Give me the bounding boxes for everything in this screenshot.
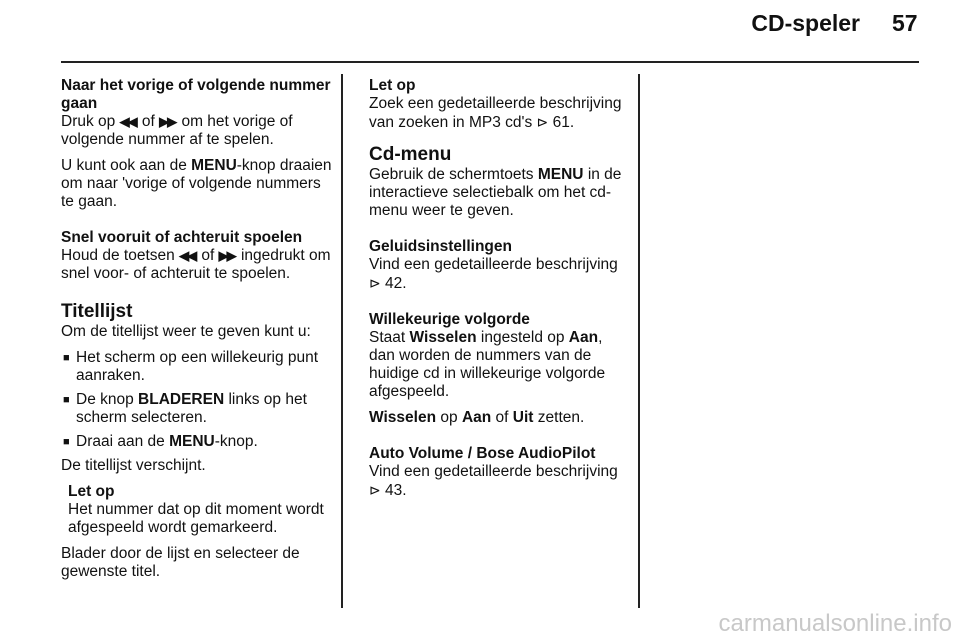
- paragraph-titellijst: Om de titellijst weer te geven kunt u:: [61, 323, 311, 340]
- text: Het scherm op een willekeurig punt aanraken.: [76, 349, 319, 384]
- text: in de interactieve selectiebalk om het cd-menu weer te geven.: [369, 166, 622, 219]
- text: of: [141, 113, 155, 130]
- heading-fast-forward: Snel vooruit of achteruit spoelen: [61, 229, 303, 246]
- note-title: Let op: [369, 77, 416, 94]
- square-bullet-icon: ■: [63, 394, 70, 406]
- note-mp3-search: [369, 77, 631, 132]
- text: Druk op: [61, 113, 116, 130]
- header-rule: [61, 61, 919, 63]
- text: Staat: [369, 329, 406, 346]
- section-title: CD-speler: [751, 10, 860, 36]
- page-reference-arrow-icon: ⊳: [369, 275, 381, 291]
- aan-label: Aan: [568, 329, 599, 346]
- page-number: 57: [892, 10, 918, 36]
- paragraph-prev-next: [61, 113, 333, 149]
- text: ingedrukt om snel voor- of achteruit te spoelen.: [61, 247, 331, 282]
- text: Gebruik de schermtoets: [369, 166, 534, 183]
- column-divider-left: [341, 74, 343, 608]
- text: of: [201, 247, 215, 264]
- list-item: [61, 433, 333, 451]
- watermark: carmanualsonline.info: [718, 610, 952, 637]
- paragraph-auto-volume: [369, 463, 631, 500]
- paragraph-list-appears: De titellijst verschijnt.: [61, 457, 206, 474]
- paragraph-menu-knob: [61, 157, 333, 211]
- text: , dan worden de nummers van de huidige cd in willekeurige volgorde afgespeeld.: [369, 329, 606, 400]
- text: Houd de toetsen: [61, 247, 175, 264]
- text: De knop: [76, 391, 134, 408]
- page-ref: 43.: [385, 482, 407, 499]
- note-title: Let op: [68, 483, 115, 500]
- paragraph-fast-forward: [61, 247, 333, 283]
- note-text: Het nummer dat op dit moment wordt afgespeeld wordt gemarkeerd.: [68, 501, 324, 536]
- paragraph-cd-menu: [369, 166, 631, 220]
- aan-label: Aan: [461, 409, 492, 426]
- text: links op het scherm selecteren.: [76, 391, 307, 426]
- text: -knop draaien om naar 'vorige of volgende nummers te gaan.: [61, 157, 332, 210]
- page-ref: 42.: [385, 275, 407, 292]
- wisselen-label: Wisselen: [409, 329, 477, 346]
- skip-forward-icon: ▶▶: [159, 114, 176, 129]
- uit-label: Uit: [512, 409, 534, 426]
- heading-cd-menu: Cd-menu: [369, 144, 452, 165]
- skip-back-icon: ◀◀: [179, 248, 196, 263]
- text: Vind een gedetailleerde beschrijving: [369, 256, 618, 273]
- titellijst-options-list: [61, 349, 333, 451]
- text: om het vorige of volgende nummer af te spelen.: [61, 113, 293, 148]
- left-column: [61, 77, 333, 589]
- skip-back-icon: ◀◀: [119, 114, 136, 129]
- page-ref: 61.: [552, 114, 575, 131]
- right-column: [369, 77, 631, 508]
- text: ingesteld op: [480, 329, 565, 346]
- note-current-track: [61, 483, 333, 537]
- paragraph-random-order: [369, 329, 631, 401]
- text: Vind een gedetailleerde beschrijving: [369, 463, 618, 480]
- text: -knop.: [214, 433, 258, 450]
- page-reference-arrow-icon: ⊳: [536, 114, 549, 130]
- text: Draai aan de: [76, 433, 165, 450]
- square-bullet-icon: ■: [63, 436, 70, 448]
- paragraph-toggle: [369, 409, 631, 427]
- menu-key-label: MENU: [191, 157, 237, 174]
- paragraph-sound-settings: [369, 256, 631, 293]
- text: U kunt ook aan de: [61, 157, 187, 174]
- text: Zoek een gedetailleerde beschrijving van zoeken in MP3 cd's: [369, 95, 622, 131]
- heading-random-order: Willekeurige volgorde: [369, 311, 530, 328]
- list-item: [61, 391, 333, 427]
- text: op: [440, 409, 458, 426]
- skip-forward-icon: ▶▶: [218, 248, 235, 263]
- menu-key-label: MENU: [169, 433, 215, 450]
- heading-titellijst: Titellijst: [61, 301, 133, 322]
- text: zetten.: [537, 409, 585, 426]
- page-reference-arrow-icon: ⊳: [369, 482, 381, 498]
- heading-auto-volume: Auto Volume / Bose AudioPilot: [369, 445, 596, 462]
- bladeren-key-label: BLADEREN: [138, 391, 225, 408]
- paragraph-browse: Blader door de lijst en selecteer de gewenste titel.: [61, 545, 300, 580]
- menu-key-label: MENU: [537, 166, 584, 183]
- wisselen-label: Wisselen: [369, 409, 437, 426]
- heading-sound-settings: Geluidsinstellingen: [369, 238, 512, 255]
- note-text: [369, 95, 631, 132]
- column-divider-right: [638, 74, 640, 608]
- text: of: [495, 409, 509, 426]
- list-item: [61, 349, 333, 385]
- square-bullet-icon: ■: [63, 352, 70, 364]
- heading-prev-next: Naar het vorige of volgende nummer gaan: [61, 77, 331, 112]
